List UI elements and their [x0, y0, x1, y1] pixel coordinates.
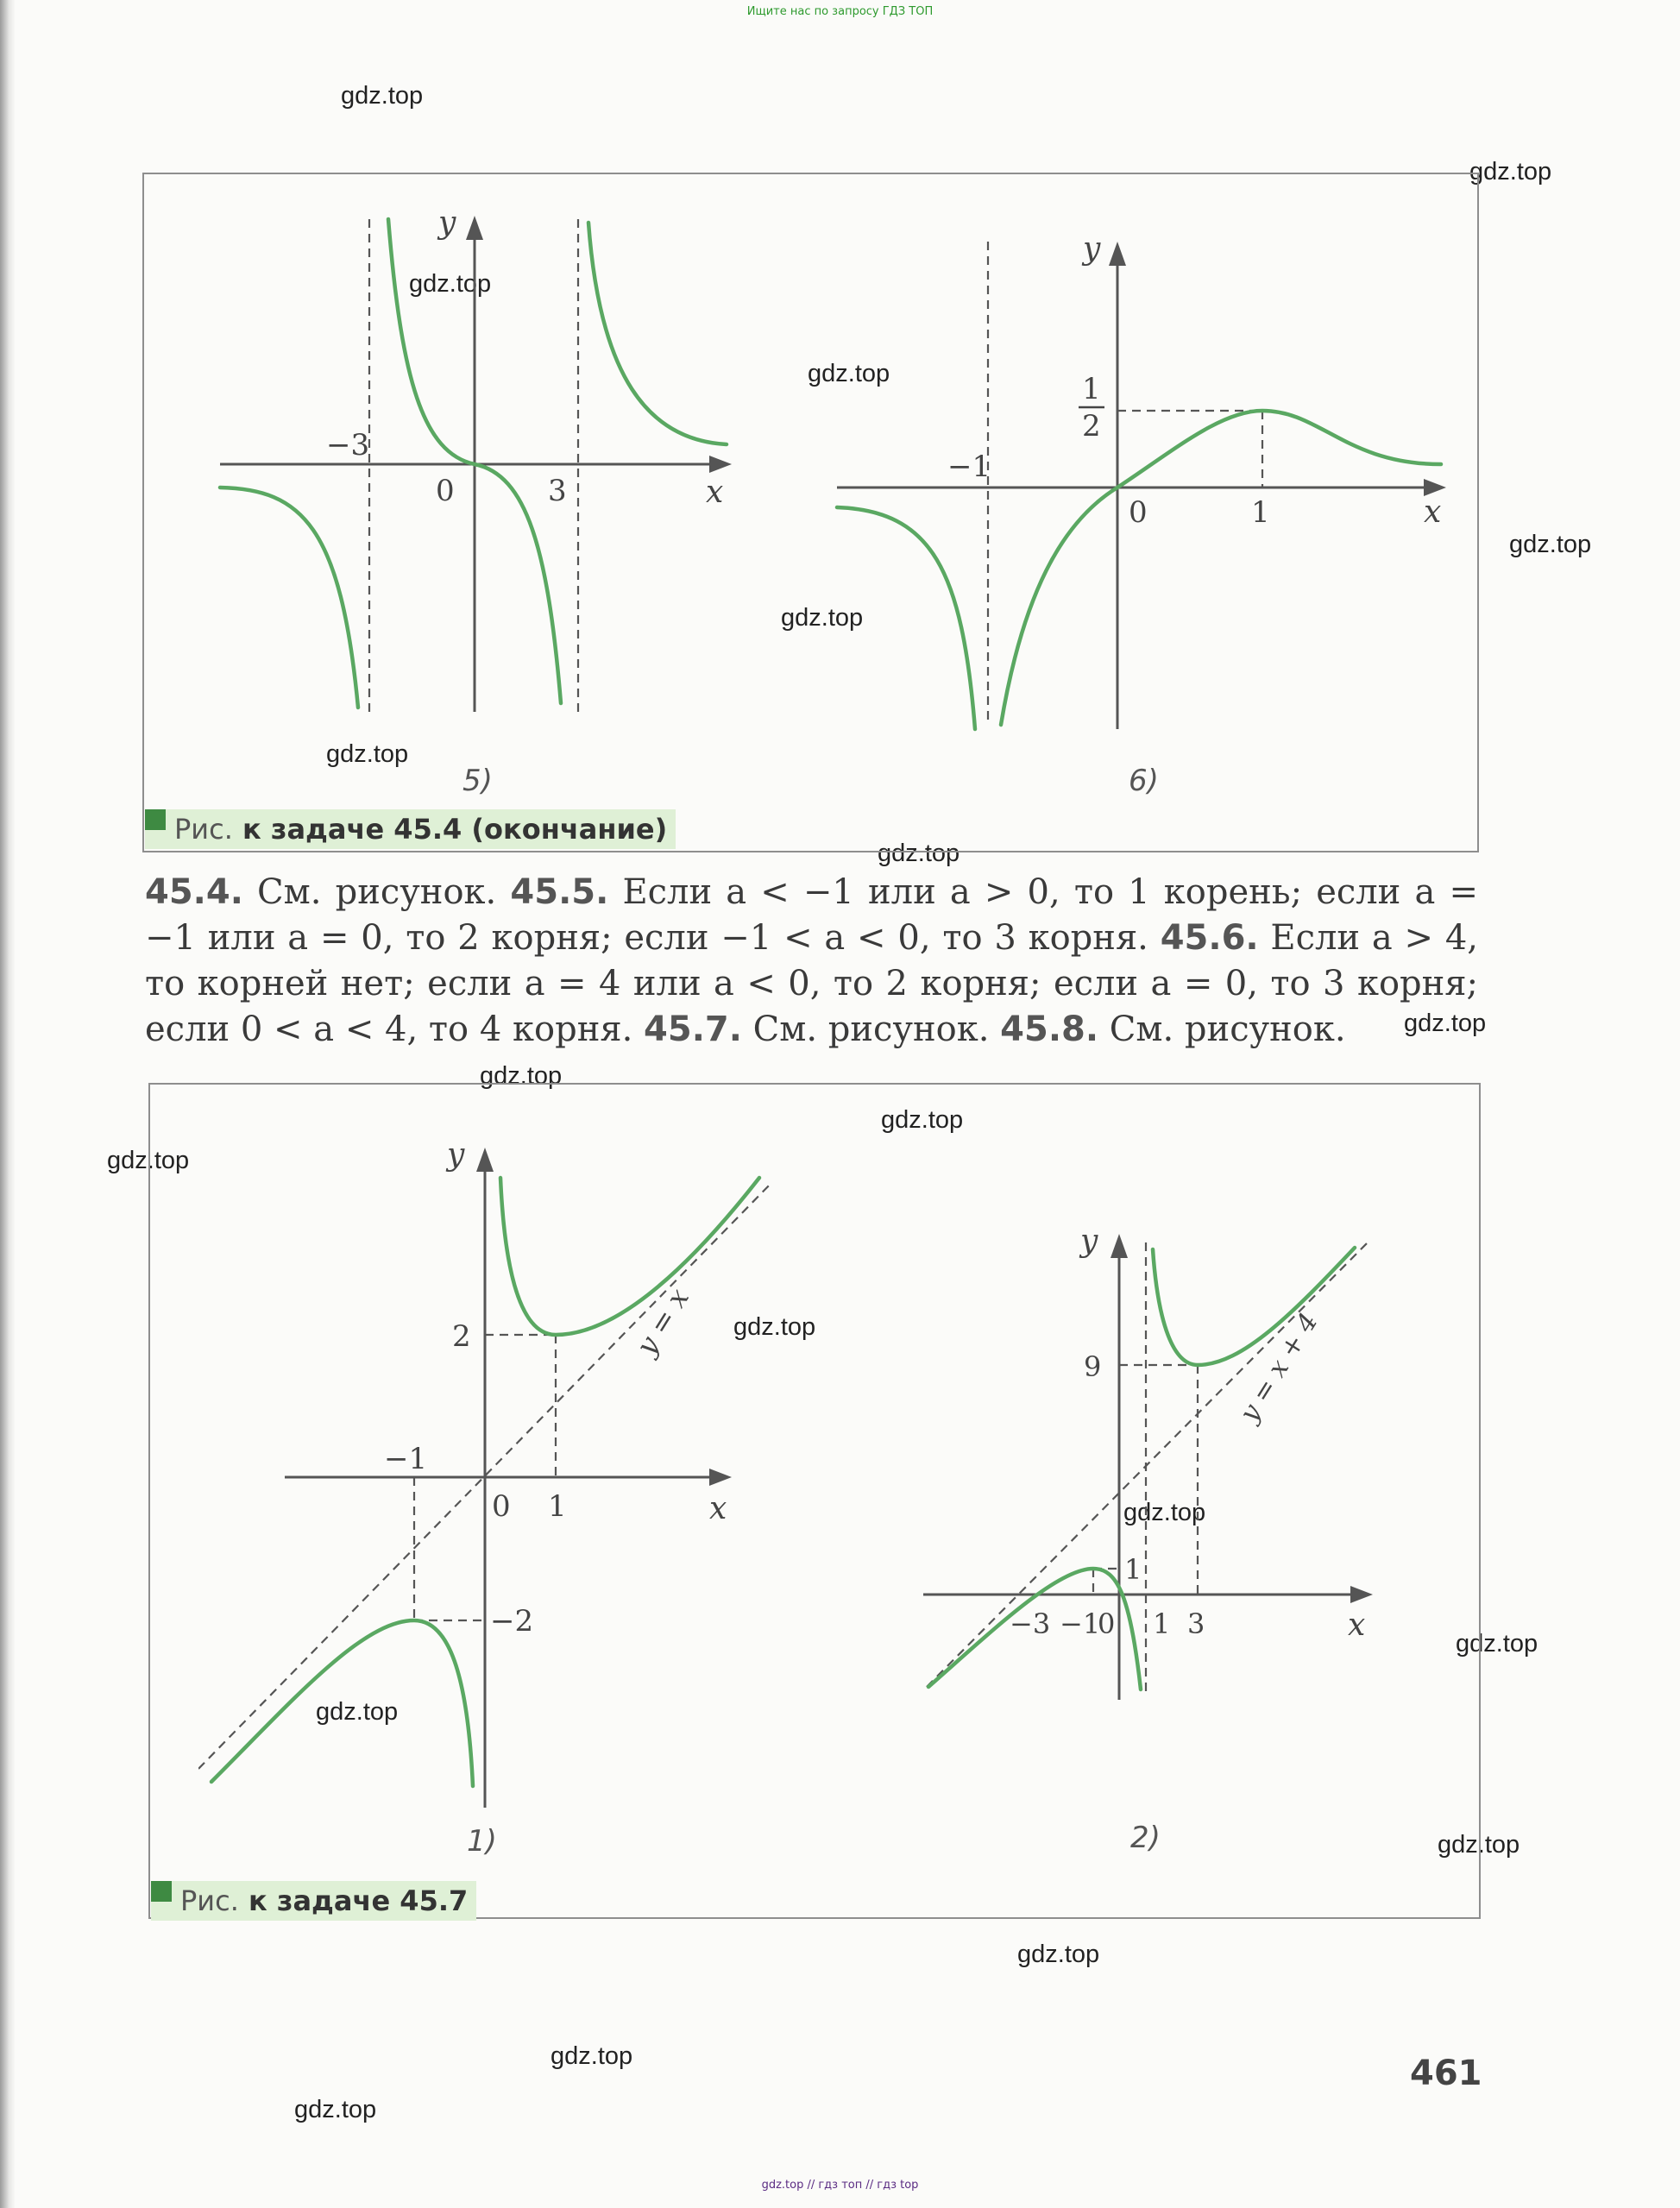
page-number: 461: [1410, 2054, 1482, 2093]
answer-45-6-number: 45.6.: [1160, 918, 1259, 958]
tick-y-half-numerator: 1: [1082, 372, 1101, 406]
tick-x-minus-1: −1: [384, 1442, 428, 1476]
watermark: gdz.top: [733, 1313, 816, 1341]
watermark: gdz.top: [326, 740, 409, 768]
tick-x-1: 1: [1251, 495, 1270, 530]
page-edge: [0, 0, 16, 2208]
graph-panel-1: [198, 1130, 802, 1812]
watermark: gdz.top: [1123, 1499, 1206, 1526]
watermark: gdz.top: [294, 2096, 377, 2123]
watermark: gdz.top: [808, 360, 890, 387]
tick-origin: 0: [1098, 1607, 1116, 1640]
watermark: gdz.top: [1509, 531, 1592, 558]
panel-6-label: 6): [1129, 764, 1159, 798]
curve-left: [837, 507, 975, 729]
tick-x-1: 1: [548, 1489, 567, 1524]
curve-lower: [211, 1620, 473, 1786]
answer-45-7: См. рисунок.: [741, 1010, 1001, 1049]
panel-5-label: 5): [462, 764, 493, 798]
x-axis-label: x: [1348, 1607, 1366, 1643]
watermark: gdz.top: [1456, 1630, 1538, 1658]
graph-panel-6: [828, 224, 1450, 742]
tick-y-9: 9: [1084, 1350, 1102, 1383]
x-axis-arrow: [1424, 479, 1446, 496]
answer-45-5: Если a < −1 или a > 0, то 1 корень; если a = −1 или a = 0, то 2 корня; если −1 < a < 0, то 3 корня.: [145, 872, 1478, 958]
x-axis-arrow: [1350, 1586, 1373, 1603]
watermark: gdz.top: [1017, 1941, 1100, 1968]
y-axis-arrow: [1109, 242, 1126, 266]
panel-1-label: 1): [467, 1824, 497, 1859]
watermark: gdz.top: [1469, 158, 1552, 186]
watermark: gdz.top: [107, 1147, 190, 1174]
curve-left: [220, 488, 358, 708]
tick-y-2: 2: [452, 1319, 471, 1354]
answers-text: [145, 870, 1478, 1053]
top-banner: Ищите нас по запросу ГДЗ ТОП: [746, 5, 934, 18]
watermark: gdz.top: [316, 1698, 399, 1726]
y-axis-arrow: [1111, 1234, 1128, 1258]
answer-45-4: См. рисунок.: [242, 872, 511, 912]
y-axis-label: y: [1080, 1224, 1098, 1259]
answer-45-5-number: 45.5.: [510, 872, 609, 912]
tick-x-minus-3: −3: [1010, 1607, 1051, 1640]
watermark: gdz.top: [781, 604, 864, 632]
tick-x-minus-3: −3: [326, 428, 370, 462]
tick-x-3: 3: [548, 474, 567, 508]
panel-2-label: 2): [1130, 1821, 1161, 1855]
tick-origin: 0: [1129, 495, 1148, 530]
asymptote-label: y = x + 4: [1234, 1307, 1324, 1428]
x-axis-arrow: [709, 456, 732, 473]
watermark: gdz.top: [480, 1062, 563, 1090]
y-axis-label: y: [447, 1137, 465, 1173]
watermark: gdz.top: [881, 1106, 964, 1134]
y-axis-arrow: [476, 1148, 494, 1172]
asymptote-y-eq-x-plus-4: [927, 1242, 1368, 1687]
answer-45-8-number: 45.8.: [1000, 1010, 1099, 1049]
caption-text: к задаче 45.7: [249, 1884, 469, 1917]
curve-upper: [500, 1178, 759, 1335]
tick-x-1: 1: [1153, 1607, 1171, 1640]
figure-45-4-caption: [145, 809, 676, 849]
x-axis-label: x: [1424, 494, 1442, 530]
watermark: gdz.top: [341, 82, 424, 110]
tick-x-3: 3: [1187, 1607, 1205, 1640]
y-axis-arrow: [466, 216, 483, 240]
tick-y-half-denominator: 2: [1082, 409, 1101, 443]
watermark: gdz.top: [551, 2042, 633, 2070]
x-axis-label: x: [706, 475, 724, 510]
caption-text: к задаче 45.4 (окончание): [242, 813, 668, 846]
graph-panel-2: [915, 1217, 1398, 1708]
x-axis-arrow: [709, 1469, 732, 1486]
watermark: gdz.top: [409, 270, 492, 298]
tick-origin: 0: [492, 1489, 511, 1524]
answer-45-8: См. рисунок.: [1098, 1010, 1346, 1049]
caption-prefix: Рис.: [180, 1884, 239, 1917]
watermark: gdz.top: [1404, 1010, 1487, 1037]
curve-right: [1001, 411, 1441, 725]
watermark: gdz.top: [878, 840, 960, 867]
y-axis-label: y: [1083, 231, 1101, 267]
tick-y-1: 1: [1124, 1553, 1142, 1586]
caption-marker: [151, 1881, 172, 1902]
curve-right: [588, 223, 727, 444]
graph-panel-5: [216, 207, 751, 725]
tick-x-minus-1: −1: [1060, 1607, 1101, 1640]
figure-45-7-caption: [151, 1881, 476, 1921]
asymptote-label: y = x: [629, 1282, 695, 1362]
curve-upper: [1153, 1248, 1355, 1365]
x-axis-label: x: [709, 1491, 727, 1526]
caption-marker: [145, 809, 166, 830]
tick-y-minus-2: −2: [490, 1604, 534, 1639]
answer-45-6: Если a > 4, то корней нет; если a = 4 или a < 0, то 2 корня; если a = 0, то 3 корня; если 0 < a < 4, то 4 корня.: [145, 918, 1479, 1049]
caption-prefix: Рис.: [174, 813, 233, 846]
watermark: gdz.top: [1438, 1831, 1520, 1859]
y-axis-label: y: [438, 207, 456, 241]
tick-origin: 0: [436, 474, 455, 508]
answer-45-7-number: 45.7.: [644, 1010, 742, 1049]
tick-x-minus-1: −1: [947, 450, 991, 484]
answer-45-4-number: 45.4.: [145, 872, 243, 912]
footer-links: gdz.top // гдз топ // гдз top: [761, 2179, 919, 2192]
